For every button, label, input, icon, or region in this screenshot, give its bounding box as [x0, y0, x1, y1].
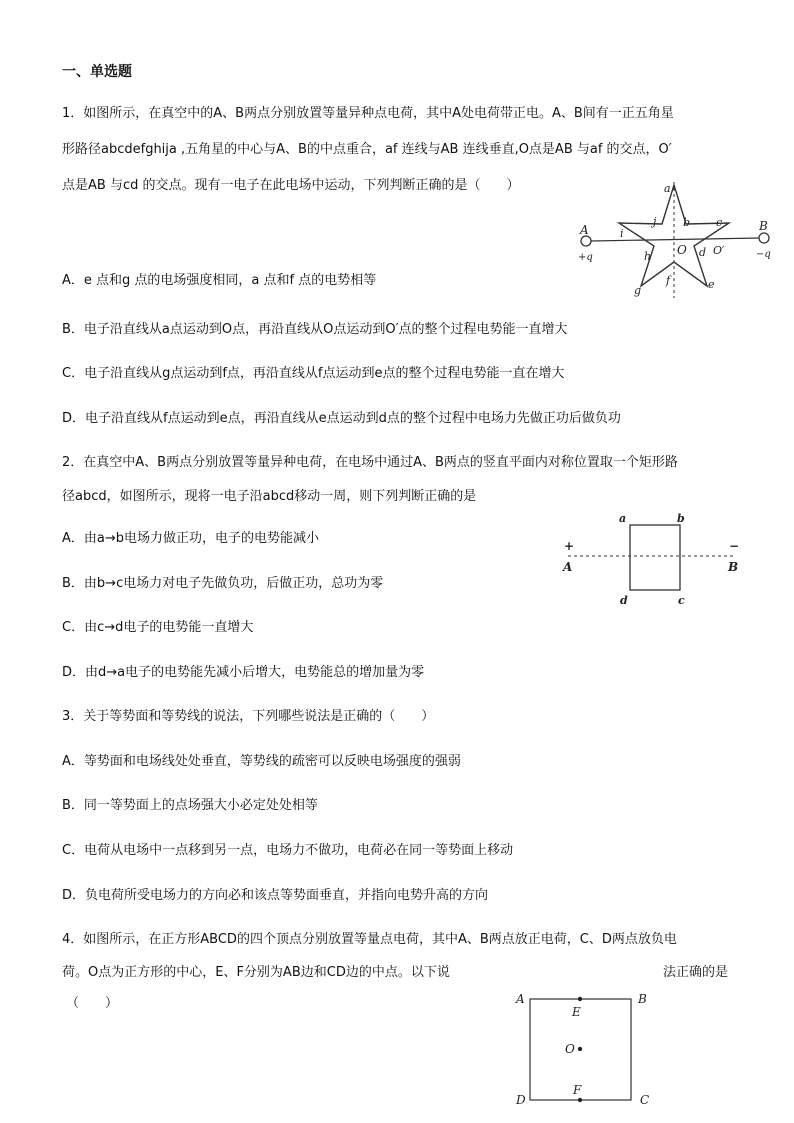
q2-corner-d: d [620, 594, 628, 607]
q1-vertex-e: e [708, 278, 715, 291]
q1-label-A: A [580, 223, 589, 237]
q3-option-b: B．同一等势面上的点场强大小必定处处相等 [62, 798, 318, 813]
q2-plus-sign: + [564, 539, 575, 553]
q4-point-F-dot [578, 1098, 582, 1102]
q4-corner-B: B [638, 992, 647, 1006]
q1-vertex-c: c [716, 216, 723, 229]
q2-option-a: A．由a→b电场力做正功，电子的电势能减小 [62, 531, 320, 546]
q4-stem-line3: （ ） [66, 996, 119, 1011]
q2-corner-b: b [677, 512, 685, 525]
q4-corner-D: D [516, 1093, 526, 1107]
q1-option-d: D．电子沿直线从f点运动到e点，再沿直线从e点运动到d点的整个过程中电场力先做正功后做负功 [62, 411, 621, 426]
q4-corner-C: C [640, 1093, 650, 1107]
q2-stem-line2: 径abcd，如图所示，现将一电子沿abcd移动一周，则下列判断正确的是 [62, 489, 477, 504]
q1-vertex-g: g [634, 284, 642, 297]
q4-point-E-dot [578, 997, 582, 1001]
q1-charge-a [581, 236, 591, 246]
q1-label-O-prime: O′ [713, 244, 725, 257]
q2-label-B: B [728, 560, 739, 574]
q1-stem-line1: 1．如图所示，在真空中的A、B两点分别放置等量异种点电荷，其中A处电荷带正电。A、B间有一正五角星 [62, 106, 674, 121]
q2-option-c: C．由c→d电子的电势能一直增大 [62, 620, 254, 635]
q3-option-a: A．等势面和电场线处处垂直，等势线的疏密可以反映电场强度的强弱 [62, 754, 461, 769]
q1-vertex-d: d [699, 246, 707, 259]
q2-label-A: A [563, 560, 573, 574]
q1-vertex-i: i [620, 227, 624, 240]
q3-option-d: D．负电荷所受电场力的方向必和该点等势面垂直，并指向电势升高的方向 [62, 888, 489, 903]
q1-ab-line [591, 238, 759, 241]
q1-option-a: A．e 点和g 点的电场强度相同，a 点和f 点的电势相等 [62, 273, 377, 288]
q1-label-plus-q: +q [578, 252, 593, 263]
q2-option-d: D．由d→a电子的电势能先减小后增大，电势能总的增加量为零 [62, 665, 425, 680]
q2-rectangle-figure [556, 508, 752, 610]
q1-star-figure [570, 178, 770, 303]
q4-label-E: E [572, 1005, 581, 1019]
q1-vertex-b: b [683, 216, 691, 229]
q3-option-c: C．电荷从电场中一点移到另一点，电场力不做功，电荷必在同一等势面上移动 [62, 843, 514, 858]
q1-option-c: C．电子沿直线从g点运动到f点，再沿直线从f点运动到e点的整个过程电势能一直在增大 [62, 366, 565, 381]
q4-corner-A: A [516, 992, 525, 1006]
q4-square-figure [508, 988, 660, 1110]
q1-stem-line3: 点是AB 与cd 的交点。现有一电子在此电场中运动，下列判断正确的是（ ） [62, 178, 520, 193]
q2-option-b: B．由b→c电场力对电子先做负功，后做正功，总功为零 [62, 576, 384, 591]
q2-corner-a: a [619, 512, 627, 525]
q4-point-O-dot [578, 1047, 582, 1051]
q1-label-minus-q: −q [756, 249, 771, 260]
q1-charge-b [759, 233, 769, 243]
q1-vertex-a: a [664, 182, 671, 195]
q2-corner-c: c [678, 594, 685, 607]
q2-rect-path [630, 525, 680, 590]
q4-stem-line2b: 法正确的是 [663, 965, 729, 980]
q1-vertex-f: f [666, 274, 671, 287]
q1-label-O: O [677, 243, 687, 257]
q1-vertex-j: j [653, 215, 657, 228]
section-title: 一、单选题 [62, 64, 132, 80]
q4-stem-line2a: 荷。O点为正方形的中心，E、F分别为AB边和CD边的中点。以下说 [62, 965, 450, 980]
q4-label-F: F [573, 1083, 582, 1097]
q4-label-O: O [565, 1042, 575, 1056]
q1-vertex-h: h [644, 250, 652, 263]
q1-label-B: B [759, 219, 768, 233]
q2-stem-line1: 2．在真空中A、B两点分别放置等量异种电荷，在电场中通过A、B两点的竖直平面内对称位置取一个矩形路 [62, 455, 678, 470]
q2-minus-sign: − [729, 539, 740, 553]
q1-option-b: B．电子沿直线从a点运动到O点，再沿直线从O点运动到O′点的整个过程电势能一直增大 [62, 322, 568, 337]
q3-stem: 3．关于等势面和等势线的说法，下列哪些说法是正确的（ ） [62, 709, 435, 724]
q1-stem-line2: 形路径abcdefghija ,五角星的中心与A、B的中点重合，af 连线与AB 连线垂直,O点是AB 与af 的交点，O′ [62, 142, 672, 157]
q4-stem-line1: 4．如图所示，在正方形ABCD的四个顶点分别放置等量点电荷，其中A、B两点放正电荷，C、D两点放负电 [62, 932, 677, 947]
